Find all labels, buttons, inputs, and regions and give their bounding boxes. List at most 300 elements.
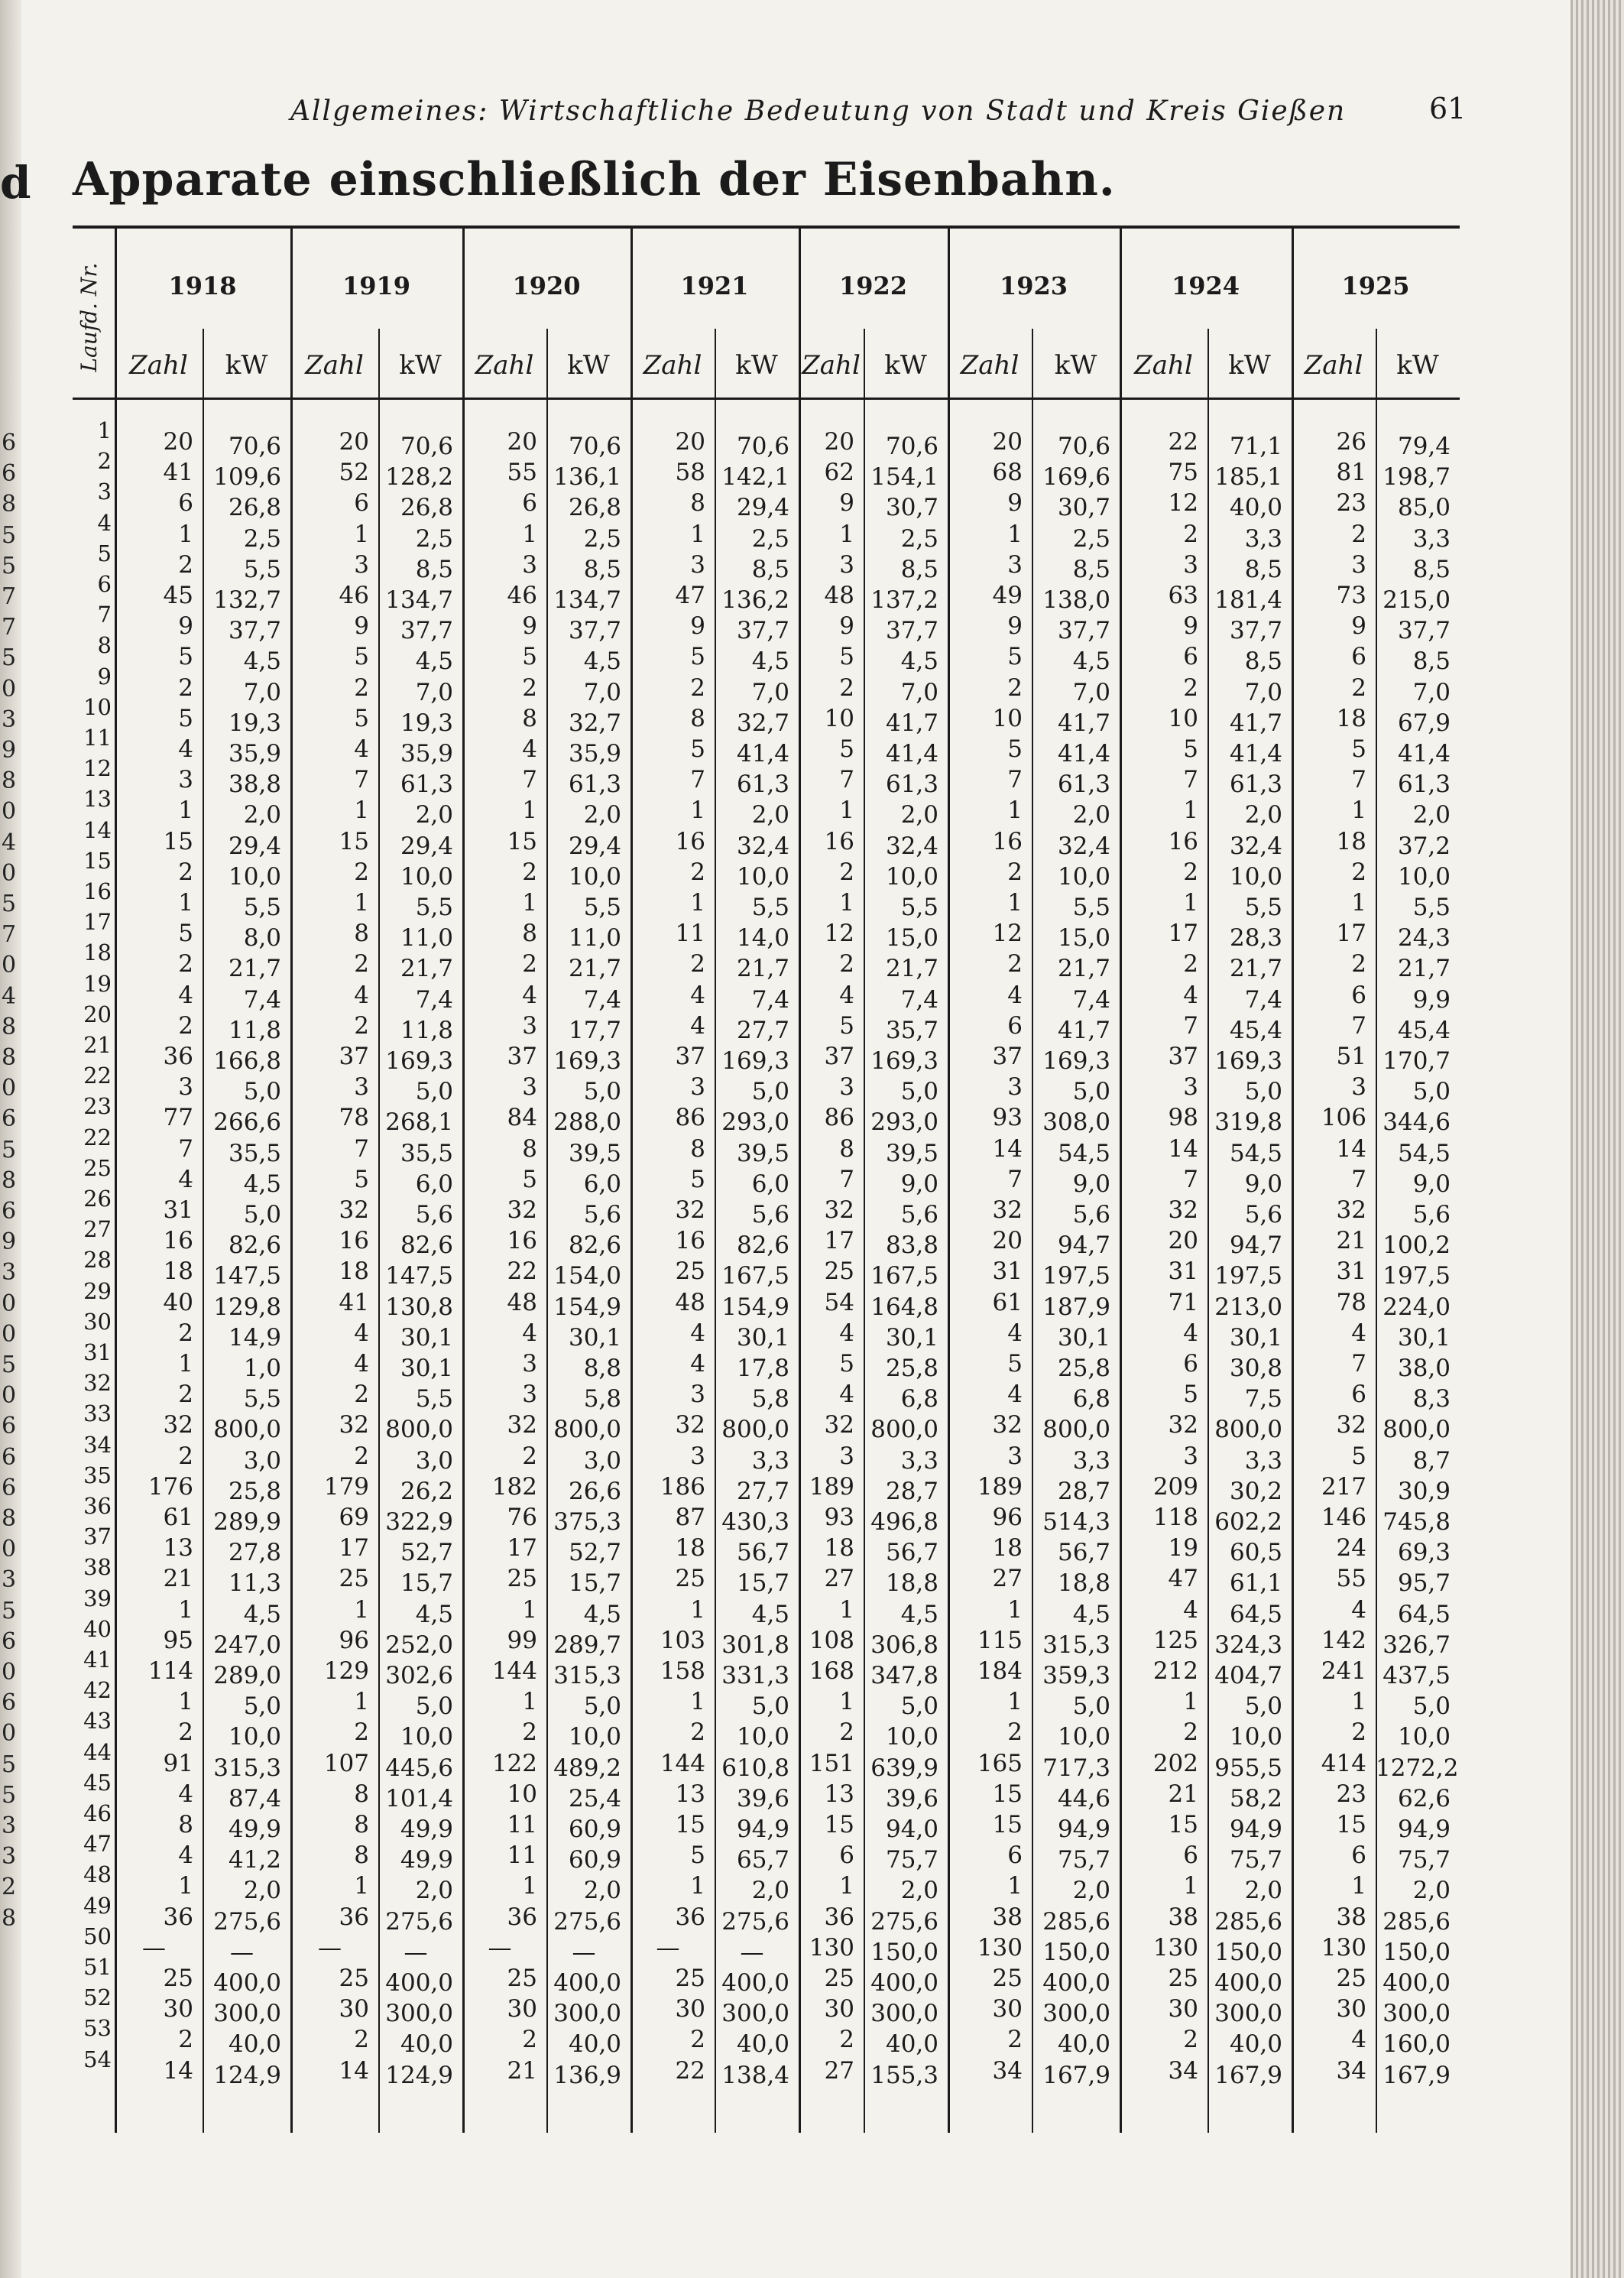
zahl-cell: 34 (992, 2056, 1023, 2085)
gutter-digit: 6 (2, 1105, 17, 1133)
kw-cell: 11,3 (228, 1569, 281, 1598)
year-header-1925: 1925 (1341, 271, 1410, 300)
kw-cell: 62,6 (1397, 1784, 1451, 1812)
zahl-cell: 1 (178, 1350, 193, 1378)
kw-cell: 285,6 (1214, 1907, 1282, 1936)
kw-cell: 35,7 (885, 1016, 938, 1044)
gutter-digit: 0 (2, 859, 17, 887)
year-header-1920: 1920 (512, 271, 581, 300)
zahl-header: Zahl (643, 350, 702, 381)
zahl-cell: 9 (1007, 489, 1023, 518)
zahl-cell: 1 (354, 1688, 369, 1716)
zahl-cell: 4 (1351, 1595, 1366, 1624)
kw-cell: 2,5 (1072, 524, 1110, 553)
kw-cell: 3,3 (751, 1446, 789, 1475)
kw-cell: 49,9 (400, 1846, 453, 1874)
kw-cell: 10,0 (568, 862, 621, 891)
zahl-cell: 7 (522, 766, 537, 794)
kw-cell: 147,5 (213, 1262, 281, 1290)
row-number: 1 (97, 417, 112, 443)
kw-cell: 2,0 (1244, 801, 1282, 829)
kw-cell: 5,6 (1412, 1201, 1451, 1228)
kw-cell: 60,9 (568, 1846, 621, 1874)
zahl-cell: 21 (1168, 1780, 1198, 1808)
zahl-cell: 20 (507, 428, 537, 456)
zahl-cell: 158 (660, 1657, 705, 1685)
zahl-cell: 8 (178, 1811, 193, 1838)
zahl-cell: 21 (163, 1565, 193, 1593)
zahl-cell: 13 (675, 1780, 705, 1808)
kw-cell: 29,4 (736, 494, 789, 522)
zahl-cell: 16 (163, 1227, 193, 1255)
zahl-cell: 118 (1152, 1504, 1198, 1531)
kw-cell: 8,5 (583, 555, 621, 583)
kw-cell: 11,0 (568, 924, 621, 952)
zahl-cell: 20 (675, 428, 705, 456)
kw-cell: 10,0 (1397, 862, 1451, 891)
kw-cell: 9,0 (1412, 1170, 1451, 1198)
zahl-cell: 37 (507, 1043, 537, 1070)
kw-cell: 4,5 (1072, 647, 1110, 676)
kw-cell: 3,0 (415, 1446, 453, 1475)
kw-cell: 315,3 (213, 1754, 281, 1782)
kw-cell: 5,0 (243, 1692, 281, 1721)
kw-cell: 197,5 (1042, 1262, 1110, 1290)
zahl-cell: 10 (824, 704, 854, 732)
zahl-cell: 77 (163, 1104, 193, 1132)
zahl-cell: 2 (1007, 673, 1023, 702)
zahl-cell: 209 (1152, 1472, 1198, 1501)
zahl-cell: 4 (178, 1780, 193, 1808)
kw-cell: 4,5 (900, 1600, 938, 1628)
kw-cell: 94,0 (885, 1816, 938, 1843)
zahl-cell: 4 (522, 735, 537, 763)
kw-cell: 167,9 (1214, 2061, 1282, 2089)
zahl-cell: 13 (163, 1534, 193, 1562)
kw-cell: 39,5 (736, 1139, 789, 1167)
kw-cell: 717,3 (1042, 1754, 1110, 1782)
kw-header: kW (1228, 350, 1271, 381)
kw-cell: 197,5 (1383, 1262, 1451, 1290)
zahl-cell: 18 (824, 1534, 854, 1562)
zahl-cell: 1 (522, 889, 537, 917)
zahl-cell: 27 (992, 1565, 1023, 1593)
zahl-cell: 7 (1183, 1165, 1198, 1193)
kw-cell: 5,5 (900, 894, 938, 921)
kw-cell: 38,8 (228, 771, 281, 799)
kw-cell: 18,8 (885, 1569, 938, 1598)
kw-cell: 19,3 (228, 709, 281, 737)
gutter-digit: 8 (2, 1044, 17, 1071)
kw-cell: 32,7 (568, 709, 621, 737)
kw-cell: 800,0 (1214, 1416, 1282, 1444)
row-number-header: Laufd. Nr. (76, 262, 102, 372)
kw-cell: 5,0 (900, 1692, 938, 1721)
kw-cell: 3,3 (900, 1446, 938, 1475)
kw-header: kW (399, 350, 442, 381)
row-number: 28 (83, 1247, 112, 1274)
kw-cell: 35,5 (228, 1139, 281, 1167)
kw-cell: 610,8 (721, 1754, 789, 1782)
zahl-cell: 1 (354, 797, 369, 825)
kw-cell: 3,0 (583, 1446, 621, 1475)
zahl-cell: 2 (178, 1319, 193, 1347)
kw-cell: 17,7 (568, 1016, 621, 1044)
zahl-cell: 4 (1007, 981, 1023, 1009)
zahl-cell: 2 (178, 950, 193, 978)
zahl-cell: 2 (178, 673, 193, 702)
kw-cell: 61,3 (400, 771, 453, 799)
kw-cell: 300,0 (213, 2000, 281, 2028)
zahl-cell: 30 (163, 1995, 193, 2023)
gutter-digit: 5 (2, 1136, 17, 1163)
zahl-cell: 3 (1007, 550, 1023, 579)
gutter-digit: 0 (2, 1720, 17, 1747)
zahl-cell: 1 (1007, 889, 1023, 917)
kw-cell: 300,0 (1214, 2000, 1282, 2028)
zahl-cell: 165 (977, 1749, 1023, 1777)
zahl-cell: 25 (675, 1565, 705, 1593)
zahl-cell: 5 (1007, 735, 1023, 763)
kw-cell: 138,4 (721, 2061, 789, 2089)
zahl-cell: 3 (839, 1442, 854, 1470)
zahl-cell: 25 (675, 1257, 705, 1286)
kw-cell: 5,6 (583, 1201, 621, 1228)
zahl-cell: 73 (1336, 582, 1366, 609)
kw-cell: 215,0 (1383, 586, 1451, 614)
kw-cell: 134,7 (553, 586, 621, 614)
gutter-digit: 5 (2, 644, 17, 672)
zahl-cell: 5 (839, 735, 854, 763)
kw-cell: 124,9 (385, 2061, 453, 2089)
zahl-cell: 15 (507, 827, 537, 855)
zahl-cell: 19 (1168, 1534, 1198, 1562)
kw-cell: 224,0 (1383, 1293, 1451, 1321)
zahl-cell: 4 (522, 981, 537, 1009)
zahl-cell: 25 (507, 1565, 537, 1593)
kw-cell: 170,7 (1383, 1047, 1451, 1075)
zahl-cell: 30 (507, 1995, 537, 2023)
kw-cell: 10,0 (1397, 1723, 1451, 1751)
row-number: 39 (83, 1585, 112, 1611)
kw-cell: 4,5 (415, 1600, 453, 1628)
zahl-cell: 99 (507, 1626, 537, 1654)
kw-cell: 132,7 (213, 586, 281, 614)
zahl-cell: 2 (522, 950, 537, 978)
row-number: 4 (97, 509, 112, 536)
kw-cell: 17,8 (736, 1355, 789, 1382)
kw-cell: 302,6 (385, 1662, 453, 1689)
zahl-cell: 4 (178, 1165, 193, 1193)
kw-cell: 1,0 (243, 1355, 281, 1382)
kw-cell: 37,7 (568, 617, 621, 645)
zahl-cell: 41 (339, 1288, 369, 1316)
row-number: 3 (97, 479, 112, 505)
zahl-cell: 186 (660, 1472, 705, 1501)
zahl-cell: 17 (1168, 920, 1198, 948)
kw-cell: 26,6 (568, 1477, 621, 1505)
kw-cell: 6,8 (900, 1385, 938, 1413)
kw-cell: 28,3 (1229, 924, 1282, 952)
kw-cell: 64,5 (1229, 1600, 1282, 1628)
kw-cell: 160,0 (1383, 2030, 1451, 2059)
kw-cell: 293,0 (870, 1108, 938, 1137)
kw-cell: 150,0 (1383, 1938, 1451, 1966)
kw-cell: 400,0 (1042, 1969, 1110, 1997)
kw-cell: 7,4 (415, 985, 453, 1014)
kw-cell: 3,3 (1244, 1446, 1282, 1475)
zahl-cell: 13 (824, 1780, 854, 1808)
kw-cell: 101,4 (385, 1784, 453, 1812)
zahl-cell: 7 (178, 1134, 193, 1163)
zahl-cell: 38 (992, 1903, 1023, 1931)
zahl-cell: 1 (1183, 1872, 1198, 1900)
kw-cell: 75,7 (1229, 1846, 1282, 1874)
zahl-cell: 2 (522, 2026, 537, 2054)
zahl-cell: 25 (824, 1257, 854, 1286)
zahl-cell: 9 (690, 612, 705, 641)
kw-cell: 10,0 (1057, 1723, 1110, 1751)
kw-cell: 2,0 (583, 1877, 621, 1905)
zahl-cell: 130 (977, 1933, 1023, 1962)
kw-cell: 275,6 (213, 1907, 281, 1936)
zahl-cell: 142 (1321, 1626, 1366, 1654)
zahl-cell: 1 (178, 1872, 193, 1900)
zahl-cell: 2 (1007, 950, 1023, 978)
zahl-cell: 58 (675, 459, 705, 487)
kw-cell: — (230, 1938, 254, 1966)
kw-cell: 8,3 (1412, 1385, 1451, 1413)
zahl-cell: 3 (354, 1073, 369, 1102)
zahl-cell: 7 (354, 1134, 369, 1163)
kw-cell: 11,0 (400, 924, 453, 952)
kw-cell: 61,3 (568, 771, 621, 799)
zahl-cell: 52 (339, 459, 369, 487)
kw-cell: 164,8 (870, 1293, 938, 1321)
zahl-cell: 21 (1336, 1227, 1366, 1255)
zahl-cell: 6 (839, 1842, 854, 1870)
zahl-cell: 16 (992, 827, 1023, 855)
kw-cell: 315,3 (1042, 1631, 1110, 1659)
zahl-cell: 5 (690, 1165, 705, 1193)
zahl-cell: 4 (1007, 1381, 1023, 1409)
kw-cell: 39,5 (885, 1139, 938, 1167)
kw-cell: 27,7 (736, 1016, 789, 1044)
zahl-cell: 46 (339, 582, 369, 609)
zahl-cell: 4 (839, 1381, 854, 1409)
row-number: 13 (83, 786, 112, 813)
zahl-cell: 144 (491, 1657, 537, 1685)
kw-cell: 289,9 (213, 1508, 281, 1536)
year-header-1919: 1919 (342, 271, 411, 300)
kw-cell: 268,1 (385, 1108, 453, 1137)
kw-cell: 800,0 (1042, 1416, 1110, 1444)
zahl-cell: 25 (507, 1965, 537, 1992)
kw-cell: 41,4 (1057, 740, 1110, 767)
zahl-cell: 14 (1168, 1134, 1198, 1163)
zahl-cell: 2 (522, 1442, 537, 1470)
kw-cell: 79,4 (1397, 433, 1451, 460)
zahl-cell: 1 (839, 797, 854, 825)
kw-cell: 5,0 (583, 1078, 621, 1106)
kw-cell: 26,8 (400, 494, 453, 522)
kw-cell: 15,0 (885, 924, 938, 952)
zahl-cell: 30 (1168, 1995, 1198, 2023)
page-number: 61 (1429, 92, 1467, 125)
facing-page-title-fragment: d (0, 157, 31, 209)
zahl-cell: 5 (690, 643, 705, 671)
kw-cell: 5,0 (1412, 1692, 1451, 1721)
zahl-cell: 2 (839, 950, 854, 978)
kw-cell: 166,8 (213, 1047, 281, 1075)
kw-cell: 252,0 (385, 1631, 453, 1659)
zahl-cell: 4 (839, 1319, 854, 1347)
zahl-cell: 4 (178, 981, 193, 1009)
kw-cell: 445,6 (385, 1754, 453, 1782)
row-number: 23 (83, 1093, 112, 1120)
kw-cell: 30,1 (1397, 1323, 1451, 1352)
kw-cell: 400,0 (1214, 1969, 1282, 1997)
kw-cell: 70,6 (568, 433, 621, 460)
zahl-cell: 9 (1183, 612, 1198, 641)
kw-cell: 315,3 (553, 1662, 621, 1689)
zahl-cell: 2 (1351, 673, 1366, 702)
zahl-cell: 36 (824, 1903, 854, 1931)
kw-cell: 400,0 (385, 1969, 453, 1997)
kw-cell: 5,8 (751, 1385, 789, 1413)
kw-cell: 275,6 (385, 1907, 453, 1936)
kw-cell: 8,5 (1412, 555, 1451, 583)
row-number: 11 (83, 725, 112, 751)
kw-cell: — (404, 1938, 428, 1966)
zahl-cell: 1 (178, 520, 193, 548)
kw-cell: 167,5 (721, 1262, 789, 1290)
zahl-cell: 2 (178, 1011, 193, 1040)
gutter-digit: 3 (2, 706, 17, 733)
kw-cell: 300,0 (1383, 2000, 1451, 2028)
zahl-cell: 36 (163, 1903, 193, 1931)
row-number: 12 (83, 755, 112, 782)
zahl-cell: 2 (1183, 950, 1198, 978)
zahl-cell: 32 (992, 1411, 1023, 1439)
kw-cell: 7,0 (1244, 678, 1282, 706)
zahl-cell: 168 (809, 1657, 854, 1685)
zahl-cell: 1 (690, 520, 705, 548)
row-number: 33 (83, 1400, 112, 1427)
zahl-cell: 2 (1007, 1718, 1023, 1747)
zahl-cell: 15 (339, 827, 369, 855)
zahl-cell: 14 (339, 2056, 369, 2085)
kw-cell: 430,3 (721, 1508, 789, 1536)
zahl-cell: 129 (323, 1657, 369, 1685)
zahl-cell: 2 (839, 2026, 854, 2054)
kw-cell: 5,0 (243, 1201, 281, 1228)
gutter-digit: 0 (2, 675, 17, 703)
kw-cell: 169,6 (1042, 463, 1110, 492)
zahl-cell: 32 (163, 1411, 193, 1439)
kw-cell: 54,5 (1229, 1139, 1282, 1167)
gutter-digit: 8 (2, 767, 17, 795)
zahl-cell: 8 (522, 1134, 537, 1163)
kw-cell: 2,0 (751, 1877, 789, 1905)
zahl-cell: 17 (1336, 920, 1366, 948)
kw-cell: 2,0 (1412, 801, 1451, 829)
zahl-cell: 108 (809, 1626, 854, 1654)
year-header-1924: 1924 (1171, 271, 1240, 300)
kw-cell: 301,8 (721, 1631, 789, 1659)
row-number: 42 (83, 1677, 112, 1704)
kw-cell: 30,1 (568, 1323, 621, 1352)
zahl-cell: 25 (339, 1965, 369, 1992)
zahl-cell: 5 (839, 643, 854, 671)
zahl-cell: 1 (690, 1595, 705, 1624)
zahl-header: Zahl (305, 350, 364, 381)
zahl-cell: 2 (354, 858, 369, 886)
kw-cell: 45,4 (1397, 1016, 1451, 1044)
row-number: 49 (83, 1892, 112, 1919)
kw-cell: 800,0 (385, 1416, 453, 1444)
zahl-cell: 32 (507, 1411, 537, 1439)
kw-cell: 5,5 (243, 1385, 281, 1413)
zahl-cell: 7 (1351, 1350, 1366, 1378)
zahl-cell: 34 (1168, 2056, 1198, 2085)
kw-cell: 5,0 (1244, 1692, 1282, 1721)
gutter-digit: 6 (2, 460, 17, 488)
kw-cell: 10,0 (228, 862, 281, 891)
zahl-cell: 32 (1168, 1411, 1198, 1439)
kw-cell: 4,5 (900, 647, 938, 676)
zahl-cell: 25 (1336, 1965, 1366, 1992)
row-number: 46 (83, 1800, 112, 1826)
kw-cell: 67,9 (1397, 709, 1451, 737)
kw-cell: 41,7 (1057, 709, 1110, 737)
kw-cell: 3,3 (1244, 524, 1282, 553)
zahl-cell: 5 (354, 643, 369, 671)
kw-cell: 37,7 (228, 617, 281, 645)
kw-cell: 955,5 (1214, 1754, 1282, 1782)
kw-cell: 2,0 (900, 801, 938, 829)
zahl-cell: 2 (690, 950, 705, 978)
kw-cell: 7,0 (243, 678, 281, 706)
kw-cell: 40,0 (1229, 2030, 1282, 2059)
kw-cell: 26,8 (568, 494, 621, 522)
kw-cell: 69,3 (1397, 1539, 1451, 1567)
kw-cell: 150,0 (1042, 1938, 1110, 1966)
kw-cell: 41,7 (1229, 709, 1282, 737)
kw-cell: 154,9 (553, 1293, 621, 1321)
kw-cell: 285,6 (1042, 1907, 1110, 1936)
row-number: 22 (83, 1124, 112, 1150)
kw-cell: 7,5 (1244, 1385, 1282, 1413)
zahl-cell: 95 (163, 1626, 193, 1654)
zahl-cell: 130 (1321, 1933, 1366, 1962)
zahl-cell: — (656, 1933, 680, 1962)
kw-cell: 37,7 (736, 617, 789, 645)
row-number: 29 (83, 1277, 112, 1304)
kw-cell: 27,8 (228, 1539, 281, 1567)
zahl-cell: 9 (178, 612, 193, 641)
row-number: 54 (83, 2046, 112, 2072)
kw-cell: 7,4 (751, 985, 789, 1014)
kw-cell: 2,0 (243, 801, 281, 829)
kw-cell: 2,5 (751, 524, 789, 553)
zahl-cell: 38 (1168, 1903, 1198, 1931)
zahl-cell: 10 (507, 1780, 537, 1808)
gutter-digit: 3 (2, 1843, 17, 1871)
zahl-cell: 30 (1336, 1995, 1366, 2023)
kw-cell: 4,5 (751, 1600, 789, 1628)
kw-cell: 37,7 (1397, 617, 1451, 645)
